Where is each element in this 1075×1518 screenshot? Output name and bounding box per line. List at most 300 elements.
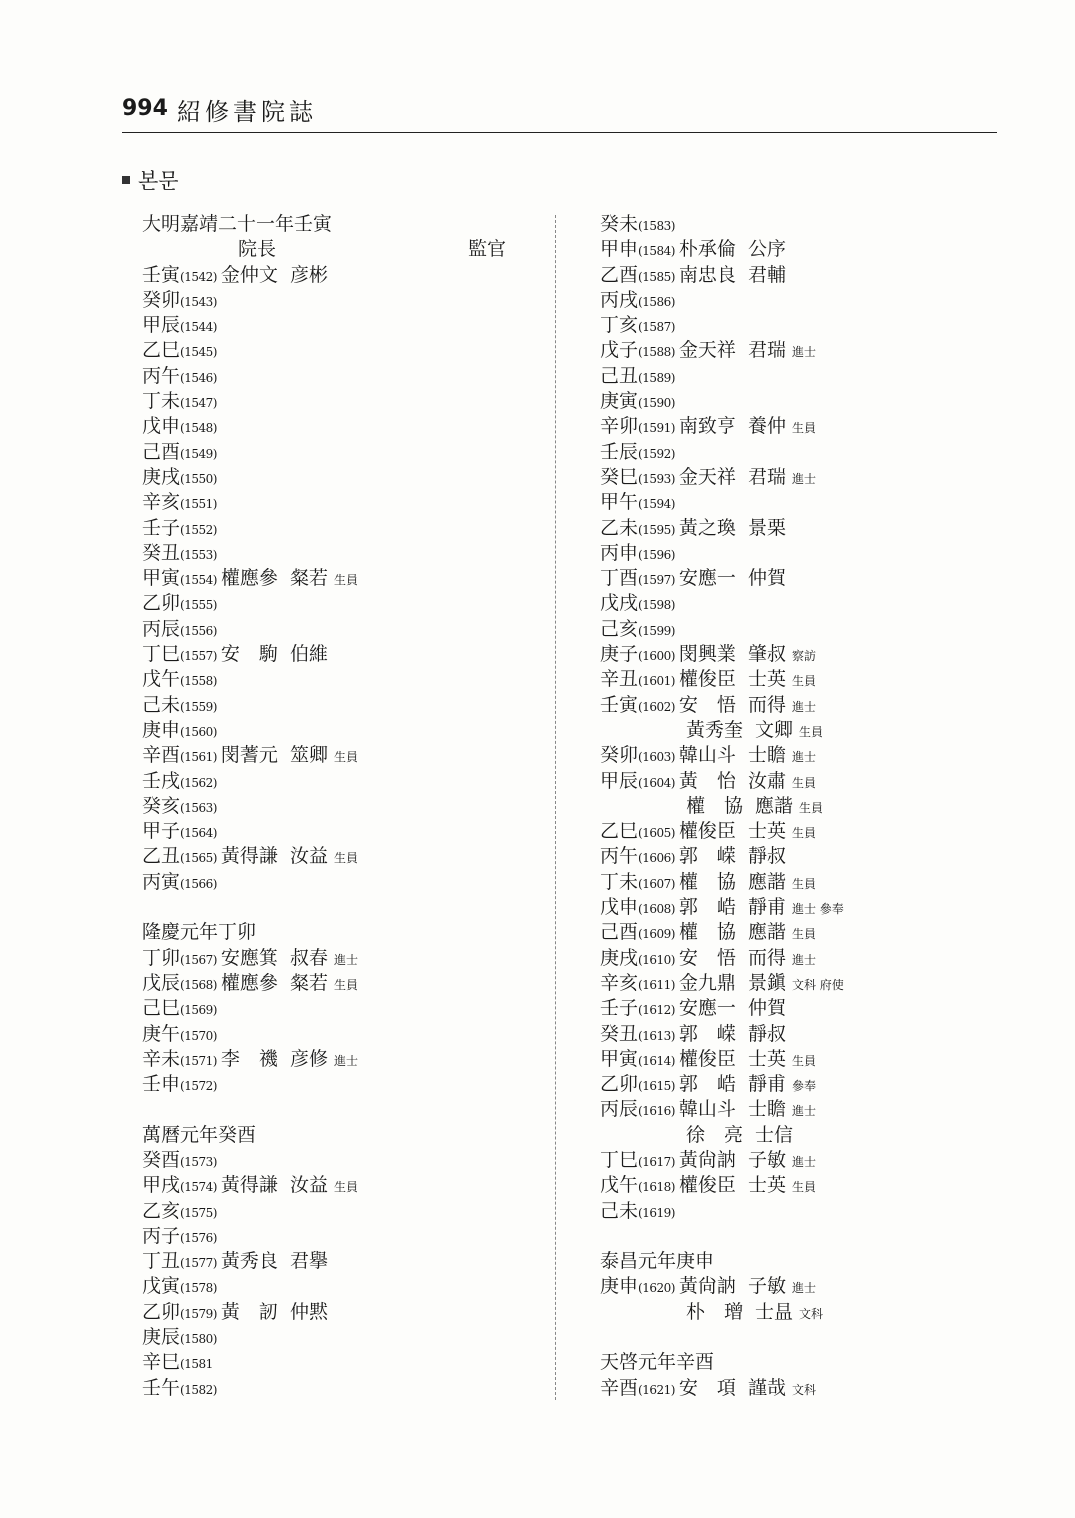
degree-tag: 生員 — [799, 800, 824, 815]
ganzhi-year: 辛酉 — [600, 1376, 639, 1399]
year-entry — [600, 642, 980, 667]
western-year: (1584) — [638, 244, 675, 259]
person-name: 權 協 — [686, 794, 744, 817]
western-year: (1600) — [638, 649, 675, 664]
degree-tag: 生員 — [333, 1180, 358, 1195]
degree-tag: 文科 府使 — [791, 977, 844, 992]
degree-tag: 生員 — [791, 826, 816, 841]
page-header — [122, 92, 997, 133]
year-entry — [600, 1022, 980, 1047]
courtesy-name: 粲若 — [289, 971, 328, 994]
ganzhi-year: 丙寅 — [142, 870, 181, 893]
year-entry — [600, 920, 980, 945]
person-name: 南忠良 — [678, 263, 736, 286]
western-year: (1552) — [180, 522, 217, 537]
year-entry — [600, 364, 980, 389]
ganzhi-year: 庚申 — [142, 718, 181, 741]
western-year: (1577) — [180, 1256, 217, 1271]
western-year: (1579) — [180, 1306, 217, 1321]
courtesy-name: 而得 — [747, 693, 786, 716]
ganzhi-year: 戊申 — [600, 896, 639, 919]
western-year: (1585) — [638, 269, 675, 284]
year-entry — [600, 414, 980, 439]
western-year: (1597) — [638, 573, 675, 588]
ganzhi-year: 癸未 — [600, 213, 639, 235]
year-entry — [600, 971, 980, 996]
ganzhi-year: 乙卯 — [142, 592, 181, 615]
western-year: (1581 — [180, 1357, 213, 1372]
western-year: (1565) — [180, 851, 217, 866]
courtesy-name: 謹哉 — [747, 1376, 786, 1399]
person-name: 黃秀良 — [220, 1250, 278, 1273]
courtesy-name: 士信 — [755, 1123, 794, 1146]
person-name: 權俊臣 — [678, 1174, 736, 1197]
year-entry — [142, 1249, 542, 1274]
ganzhi-year: 乙卯 — [142, 1300, 181, 1323]
year-entry — [142, 996, 542, 1021]
ganzhi-year: 壬子 — [600, 997, 639, 1020]
degree-tag: 進士 — [333, 1053, 358, 1068]
courtesy-name: 士英 — [747, 1174, 786, 1197]
ganzhi-year: 丁巳 — [142, 643, 181, 666]
degree-tag: 生員 — [791, 927, 816, 942]
person-name: 閔蓍元 — [220, 744, 278, 767]
western-year: (1555) — [180, 598, 217, 613]
person-name: 黃之瑍 — [678, 516, 736, 539]
western-year: (1546) — [180, 370, 217, 385]
courtesy-name: 仲賀 — [747, 997, 786, 1020]
ganzhi-year: 丁未 — [142, 390, 181, 413]
courtesy-name: 仲黙 — [289, 1300, 328, 1323]
degree-tag: 生員 — [791, 876, 816, 891]
western-year: (1620) — [638, 1281, 675, 1296]
right-column — [600, 212, 980, 1401]
ganzhi-year: 丁卯 — [142, 946, 181, 969]
year-entry — [600, 212, 980, 237]
western-year: (1590) — [638, 396, 675, 411]
courtesy-name: 靜叔 — [747, 845, 786, 868]
western-year: (1564) — [180, 826, 217, 841]
ganzhi-year: 庚戌 — [600, 946, 639, 969]
person-name: 權應參 — [220, 567, 278, 590]
year-entry — [600, 1148, 980, 1173]
person-name: 黃得謙 — [220, 845, 278, 868]
ganzhi-year: 乙酉 — [600, 263, 639, 286]
western-year: (1547) — [180, 396, 217, 411]
ganzhi-year: 庚午 — [142, 1022, 181, 1045]
year-entry — [600, 743, 980, 768]
western-year: (1556) — [180, 623, 217, 638]
ganzhi-year: 癸丑 — [600, 1022, 639, 1045]
courtesy-name: 靜甫 — [747, 1073, 786, 1096]
ganzhi-year: 己巳 — [142, 997, 181, 1020]
western-year: (1618) — [638, 1180, 675, 1195]
year-entry — [600, 1123, 980, 1148]
ganzhi-year: 壬戌 — [142, 769, 181, 792]
western-year: (1570) — [180, 1028, 217, 1043]
courtesy-name: 伯維 — [289, 643, 328, 666]
ganzhi-year: 壬寅 — [142, 263, 181, 286]
person-name: 黃 怡 — [678, 769, 736, 792]
year-entry — [142, 440, 542, 465]
ganzhi-year: 乙未 — [600, 516, 639, 539]
degree-tag: 文科 — [791, 1382, 816, 1397]
year-entry — [600, 440, 980, 465]
ganzhi-year: 甲辰 — [142, 314, 181, 337]
western-year: (1559) — [180, 699, 217, 714]
courtesy-name: 汝益 — [289, 1174, 328, 1197]
year-entry — [142, 490, 542, 515]
western-year: (1616) — [638, 1104, 675, 1119]
degree-tag: 察訪 — [791, 649, 816, 664]
year-entry — [142, 541, 542, 566]
person-name: 安 悟 — [678, 946, 736, 969]
degree-tag: 進士 — [791, 1154, 816, 1169]
ganzhi-year: 庚子 — [600, 643, 639, 666]
western-year: (1596) — [638, 547, 675, 562]
ganzhi-year: 戊戌 — [600, 592, 639, 615]
western-year: (1571) — [180, 1053, 217, 1068]
ganzhi-year: 丁丑 — [142, 1250, 181, 1273]
year-entry — [600, 946, 980, 971]
year-entry — [600, 1072, 980, 1097]
person-name: 安 項 — [678, 1376, 736, 1399]
ganzhi-year: 甲申 — [600, 238, 639, 261]
degree-tag: 生員 — [791, 674, 816, 689]
degree-tag: 進士 — [791, 345, 816, 360]
western-year: (1550) — [180, 471, 217, 486]
western-year: (1569) — [180, 1003, 217, 1018]
courtesy-name: 文卿 — [755, 718, 794, 741]
ganzhi-year: 戊午 — [600, 1174, 639, 1197]
degree-tag: 參奉 — [791, 1079, 816, 1094]
year-entry — [600, 237, 980, 262]
ganzhi-year: 壬辰 — [600, 440, 639, 463]
person-name: 郭 峼 — [678, 1073, 736, 1096]
person-name: 朴承倫 — [678, 238, 736, 261]
western-year: (1551) — [180, 497, 217, 512]
year-entry — [600, 1097, 980, 1122]
western-year: (1611) — [638, 977, 675, 992]
courtesy-name: 應諧 — [747, 921, 786, 944]
western-year: (1560) — [180, 724, 217, 739]
ganzhi-year: 戊午 — [142, 668, 181, 691]
ganzhi-year: 丙申 — [600, 541, 639, 564]
person-name: 黃尙訥 — [678, 1275, 736, 1298]
year-entry — [600, 1274, 980, 1299]
western-year: (1583) — [638, 219, 675, 233]
year-entry — [142, 1047, 542, 1072]
ganzhi-year: 甲午 — [600, 491, 639, 514]
year-entry — [142, 414, 542, 439]
ganzhi-year: 辛卯 — [600, 415, 639, 438]
person-name: 黃得謙 — [220, 1174, 278, 1197]
person-name: 金仲文 — [220, 263, 278, 286]
person-name: 韓山斗 — [678, 744, 736, 767]
year-entry — [600, 263, 980, 288]
ganzhi-year: 癸酉 — [142, 1148, 181, 1171]
courtesy-name: 士昷 — [755, 1300, 794, 1323]
year-entry — [142, 1325, 542, 1350]
ganzhi-year: 乙巳 — [600, 820, 639, 843]
western-year: (1589) — [638, 370, 675, 385]
ganzhi-year: 甲寅 — [600, 1047, 639, 1070]
ganzhi-year: 庚申 — [600, 1275, 639, 1298]
ganzhi-year: 戊申 — [142, 415, 181, 438]
year-entry — [600, 516, 980, 541]
western-year: (1588) — [638, 345, 675, 360]
western-year: (1606) — [638, 851, 675, 866]
square-bullet-icon — [122, 176, 130, 184]
western-year: (1598) — [638, 598, 675, 613]
year-entry — [142, 516, 542, 541]
ganzhi-year: 乙亥 — [142, 1199, 181, 1222]
year-entry — [142, 1173, 542, 1198]
ganzhi-year: 戊辰 — [142, 971, 181, 994]
person-name: 安應箕 — [220, 946, 278, 969]
ganzhi-year: 辛丑 — [600, 668, 639, 691]
ganzhi-year: 丁巳 — [600, 1148, 639, 1171]
western-year: (1573) — [180, 1154, 217, 1169]
person-name: 金天祥 — [678, 339, 736, 362]
degree-tag: 進士 — [791, 471, 816, 486]
ganzhi-year: 戊寅 — [142, 1275, 181, 1298]
section-title: 본문 — [138, 169, 179, 193]
person-name: 金九鼎 — [678, 971, 736, 994]
year-entry — [600, 338, 980, 363]
book-title: 紹修書院誌 — [177, 98, 317, 126]
western-year: (1586) — [638, 294, 675, 309]
year-entry — [600, 794, 980, 819]
ganzhi-year: 癸亥 — [142, 794, 181, 817]
year-entry — [142, 288, 542, 313]
western-year: (1619) — [638, 1205, 675, 1220]
year-entry — [142, 844, 542, 869]
courtesy-name: 士瞻 — [747, 1098, 786, 1121]
courtesy-name: 君瑞 — [747, 465, 786, 488]
ganzhi-year: 戊子 — [600, 339, 639, 362]
ganzhi-year: 己未 — [600, 1199, 639, 1222]
courtesy-name: 子敏 — [747, 1148, 786, 1171]
year-entry — [142, 1072, 542, 1097]
western-year: (1608) — [638, 902, 675, 917]
year-entry — [142, 1300, 542, 1325]
western-year: (1543) — [180, 294, 217, 309]
person-name: 黃 訒 — [220, 1300, 278, 1323]
year-entry — [600, 541, 980, 566]
era-heading: 天啓元年辛酉 — [600, 1351, 715, 1374]
year-entry — [142, 693, 542, 718]
person-name: 權 協 — [678, 921, 736, 944]
year-entry — [600, 1173, 980, 1198]
column-headings — [142, 237, 542, 262]
spacer — [142, 895, 542, 920]
year-entry — [142, 1224, 542, 1249]
year-entry — [142, 617, 542, 642]
courtesy-name: 景鎭 — [747, 971, 786, 994]
person-name: 權俊臣 — [678, 820, 736, 843]
person-name: 安 駒 — [220, 643, 278, 666]
western-year: (1599) — [638, 623, 675, 638]
year-entry — [142, 1148, 542, 1173]
western-year: (1580) — [180, 1332, 217, 1347]
heading-supervisor: 監官 — [468, 238, 507, 261]
year-entry — [142, 1199, 542, 1224]
western-year: (1613) — [638, 1028, 675, 1043]
western-year: (1603) — [638, 750, 675, 765]
ganzhi-year: 丙戌 — [600, 288, 639, 311]
western-year: (1545) — [180, 345, 217, 360]
year-entry — [600, 566, 980, 591]
ganzhi-year: 己酉 — [600, 921, 639, 944]
degree-tag: 生員 — [791, 1053, 816, 1068]
person-name: 朴 璔 — [686, 1300, 744, 1323]
year-entry — [600, 1199, 980, 1224]
western-year: (1553) — [180, 547, 217, 562]
degree-tag: 文科 — [799, 1306, 824, 1321]
year-entry — [142, 1376, 542, 1401]
western-year: (1549) — [180, 446, 217, 461]
western-year: (1593) — [638, 471, 675, 486]
person-name: 黃秀奎 — [686, 718, 744, 741]
year-entry — [142, 1022, 542, 1047]
ganzhi-year: 甲子 — [142, 820, 181, 843]
western-year: (1582) — [180, 1382, 217, 1397]
western-year: (1609) — [638, 927, 675, 942]
year-entry — [600, 313, 980, 338]
person-name: 徐 亮 — [686, 1123, 744, 1146]
western-year: (1615) — [638, 1079, 675, 1094]
era-heading: 隆慶元年丁卯 — [142, 921, 257, 944]
page-number: 994 — [122, 96, 168, 121]
person-name: 郭 峼 — [678, 896, 736, 919]
degree-tag: 生員 — [333, 977, 358, 992]
year-entry — [600, 996, 980, 1021]
column-divider — [555, 215, 556, 1400]
ganzhi-year: 癸卯 — [600, 744, 639, 767]
western-year: (1574) — [180, 1180, 217, 1195]
courtesy-name: 汝肅 — [747, 769, 786, 792]
courtesy-name: 公序 — [747, 238, 786, 261]
ganzhi-year: 丙子 — [142, 1224, 181, 1247]
year-entry — [142, 1274, 542, 1299]
person-name: 閔興業 — [678, 643, 736, 666]
person-name: 李 禨 — [220, 1047, 278, 1070]
ganzhi-year: 己丑 — [600, 364, 639, 387]
year-entry — [600, 1376, 980, 1401]
ganzhi-year: 乙巳 — [142, 339, 181, 362]
degree-tag: 進士 — [791, 750, 816, 765]
ganzhi-year: 庚辰 — [142, 1326, 181, 1349]
year-entry — [600, 617, 980, 642]
person-name: 南致亨 — [678, 415, 736, 438]
year-entry — [600, 1300, 980, 1325]
ganzhi-year: 己亥 — [600, 617, 639, 640]
left-column — [142, 212, 542, 1401]
person-name: 金天祥 — [678, 465, 736, 488]
western-year: (1578) — [180, 1281, 217, 1296]
year-entry — [600, 844, 980, 869]
year-entry — [142, 819, 542, 844]
courtesy-name: 靜叔 — [747, 1022, 786, 1045]
person-name: 權俊臣 — [678, 668, 736, 691]
western-year: (1554) — [180, 573, 217, 588]
ganzhi-year: 辛未 — [142, 1047, 181, 1070]
spacer — [600, 1224, 980, 1249]
year-entry — [600, 1047, 980, 1072]
year-entry — [142, 338, 542, 363]
degree-tag: 進士 — [791, 1281, 816, 1296]
ganzhi-year: 乙丑 — [142, 845, 181, 868]
courtesy-name: 靜甫 — [747, 896, 786, 919]
year-entry — [142, 743, 542, 768]
courtesy-name: 仲賀 — [747, 567, 786, 590]
person-name: 權應參 — [220, 971, 278, 994]
ganzhi-year: 丙午 — [600, 845, 639, 868]
ganzhi-year: 壬申 — [142, 1073, 181, 1096]
western-year: (1605) — [638, 826, 675, 841]
courtesy-name: 應諧 — [747, 870, 786, 893]
degree-tag: 生員 — [333, 573, 358, 588]
courtesy-name: 肇叔 — [747, 643, 786, 666]
degree-tag: 進士 — [333, 952, 358, 967]
courtesy-name: 粲若 — [289, 567, 328, 590]
western-year: (1576) — [180, 1230, 217, 1245]
western-year: (1557) — [180, 649, 217, 664]
western-year: (1604) — [638, 775, 675, 790]
ganzhi-year: 丙午 — [142, 364, 181, 387]
courtesy-name: 子敏 — [747, 1275, 786, 1298]
ganzhi-year: 丁未 — [600, 870, 639, 893]
western-year: (1542) — [180, 269, 217, 284]
year-entry — [600, 591, 980, 616]
western-year: (1601) — [638, 674, 675, 689]
year-entry — [600, 870, 980, 895]
ganzhi-year: 丁酉 — [600, 567, 639, 590]
western-year: (1563) — [180, 800, 217, 815]
western-year: (1575) — [180, 1205, 217, 1220]
courtesy-name: 養仲 — [747, 415, 786, 438]
western-year: (1607) — [638, 876, 675, 891]
person-name: 郭 嵘 — [678, 845, 736, 868]
western-year: (1548) — [180, 421, 217, 436]
person-name: 安應一 — [678, 997, 736, 1020]
degree-tag: 進士 — [791, 952, 816, 967]
ganzhi-year: 辛巳 — [142, 1351, 181, 1374]
western-year: (1566) — [180, 876, 217, 891]
courtesy-name: 彦彬 — [289, 263, 328, 286]
ganzhi-year: 甲辰 — [600, 769, 639, 792]
year-entry — [600, 667, 980, 692]
person-name: 權俊臣 — [678, 1047, 736, 1070]
year-entry — [142, 667, 542, 692]
year-entry — [142, 946, 542, 971]
year-entry — [142, 718, 542, 743]
western-year: (1612) — [638, 1003, 675, 1018]
western-year: (1562) — [180, 775, 217, 790]
western-year: (1621) — [638, 1382, 675, 1397]
western-year: (1561) — [180, 750, 217, 765]
year-entry — [600, 490, 980, 515]
degree-tag: 生員 — [791, 421, 816, 436]
courtesy-name: 君瑞 — [747, 339, 786, 362]
western-year: (1567) — [180, 952, 217, 967]
courtesy-name: 士英 — [747, 820, 786, 843]
person-name: 安 悟 — [678, 693, 736, 716]
spacer — [600, 1325, 980, 1350]
year-entry — [142, 591, 542, 616]
ganzhi-year: 辛亥 — [600, 971, 639, 994]
